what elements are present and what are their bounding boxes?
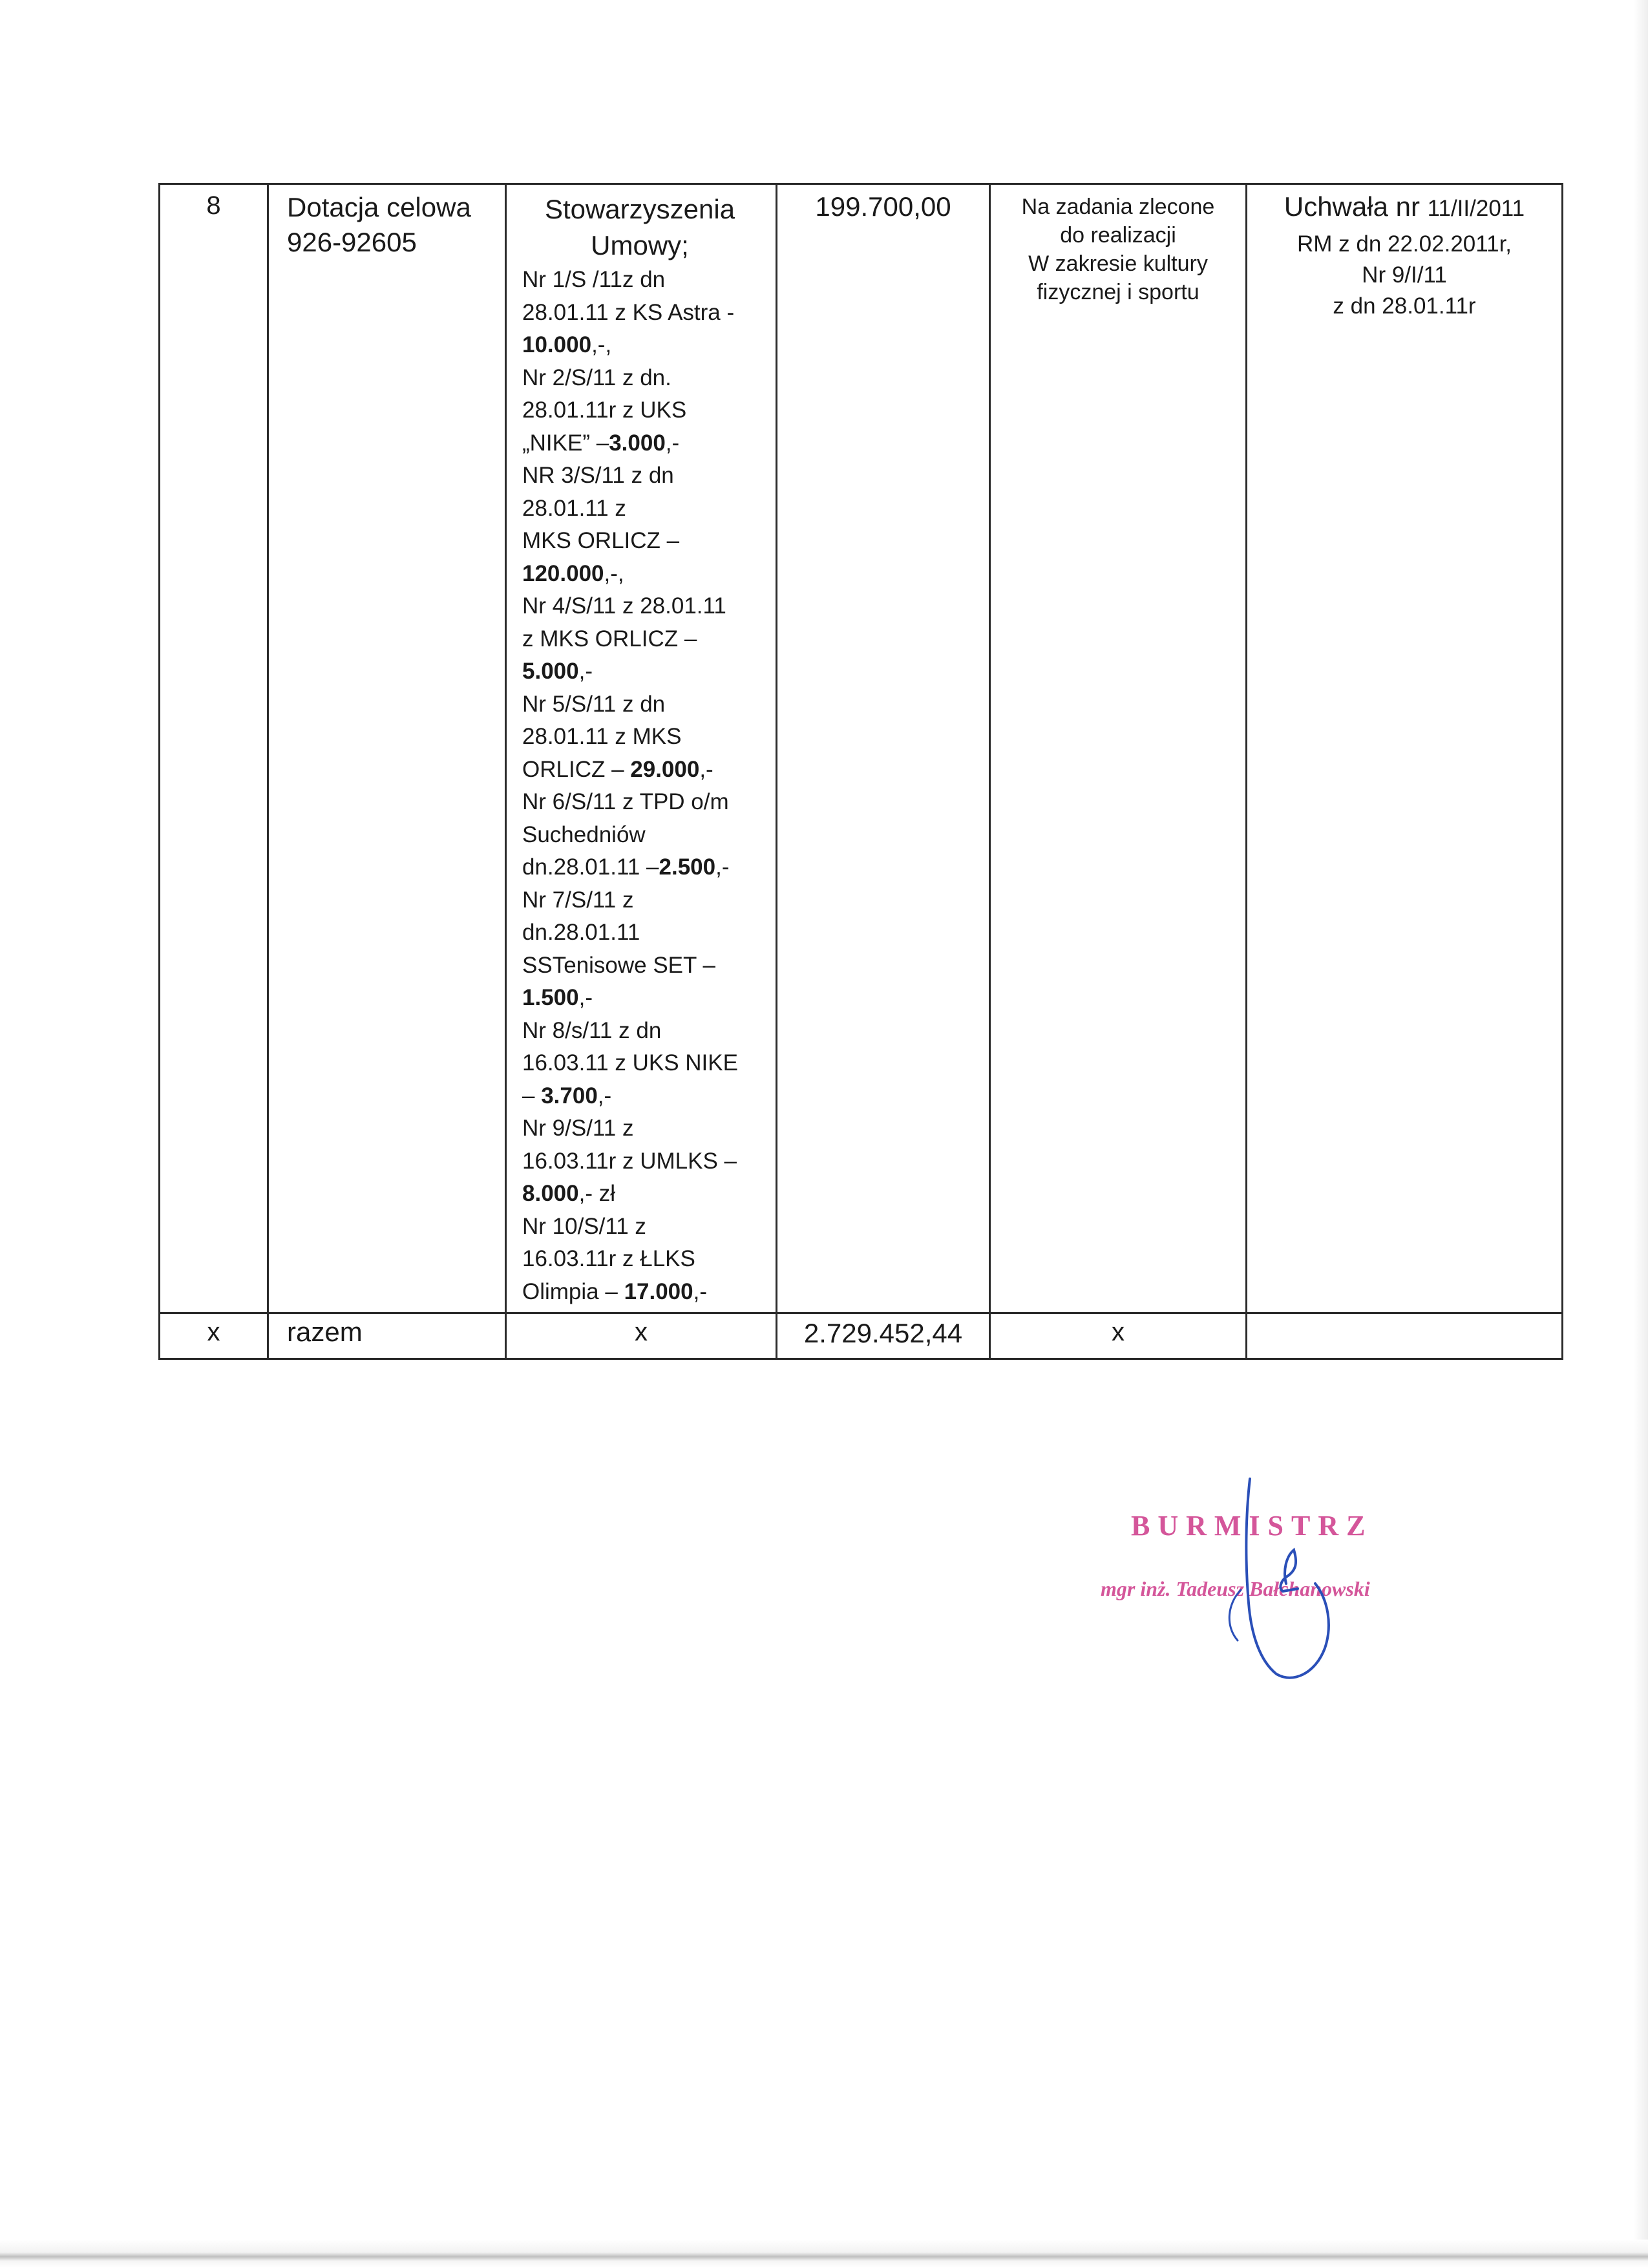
contract-line: ORLICZ – 29.000,- (522, 756, 713, 782)
total-contracts: x (506, 1313, 777, 1359)
contract-line: 8.000,- zł (522, 1181, 615, 1206)
contract-amount: 120.000 (522, 560, 604, 586)
contract-amount: 10.000 (522, 332, 592, 357)
contract-line: „NIKE” –3.000,- (522, 430, 680, 456)
contract-line: – 3.700,- (522, 1083, 612, 1108)
contract-line: 5.000,- (522, 659, 593, 684)
contract-line: 28.01.11r z UKS (522, 397, 687, 423)
page-edge-shadow (1634, 0, 1648, 2268)
grant-amount: 199.700,00 (777, 184, 990, 1313)
handwritten-signature (1092, 1474, 1454, 1706)
contract-amount: 1.500 (522, 985, 579, 1010)
contract-line: Nr 9/S/11 z (522, 1116, 634, 1141)
contract-line: NR 3/S/11 z dn (522, 463, 674, 488)
contract-line: Nr 2/S/11 z dn. (522, 365, 671, 390)
table-row (160, 184, 1563, 1313)
contract-line: 16.03.11 z UKS NIKE (522, 1050, 738, 1076)
contracts-cell (506, 184, 777, 1313)
contract-line: Olimpia – 17.000,- (522, 1278, 708, 1304)
contract-line: Suchedniów (522, 821, 646, 847)
legal-basis-cell (1247, 184, 1563, 1313)
total-lp: x (160, 1313, 268, 1359)
contract-line: MKS ORLICZ – (522, 528, 680, 553)
contract-amount: 3.000 (609, 430, 666, 456)
contract-line: Nr 8/s/11 z dn (522, 1017, 662, 1043)
grant-purpose-cell (990, 184, 1247, 1313)
contract-list (522, 264, 770, 1308)
row-number: 8 (160, 184, 268, 1313)
basis-line: RM z dn 22.02.2011r, (1296, 231, 1512, 257)
contract-line: Nr 5/S/11 z dn (522, 691, 666, 717)
contract-amount: 17.000 (624, 1278, 693, 1304)
mayor-stamp (1092, 1474, 1454, 1706)
contract-line: Nr 10/S/11 z (522, 1213, 646, 1239)
total-basis (1247, 1313, 1563, 1359)
contract-line: dn.28.01.11 (522, 920, 640, 945)
purpose-line: W zakresie kultury (1028, 251, 1208, 276)
contract-line: Nr 4/S/11 z 28.01.11 (522, 593, 726, 619)
contract-line: 10.000,-, (522, 332, 612, 357)
contracts-heading: Stowarzyszenia (544, 194, 735, 224)
grant-classification: 926-92605 (287, 227, 417, 257)
contract-line: dn.28.01.11 –2.500,- (522, 854, 730, 880)
stamp-name: mgr inż. Tadeusz Bałchanowski (1101, 1577, 1370, 1600)
resolution-label: Uchwała nr (1284, 191, 1428, 222)
contract-line: SSTenisowe SET – (522, 952, 715, 978)
total-label: razem (268, 1313, 506, 1359)
contract-amount: 2.500 (659, 854, 716, 880)
contract-line: 16.03.11r z UMLKS – (522, 1148, 737, 1174)
contracts-subheading: Umowy; (591, 230, 689, 260)
total-amount: 2.729.452,44 (777, 1313, 990, 1359)
page-edge-shadow-bottom (0, 2240, 1648, 2268)
basis-line: Nr 9/I/11 (1362, 262, 1447, 288)
resolution-line (1247, 191, 1561, 229)
purpose-line: do realizacji (1060, 223, 1176, 248)
stamp-title: BURMISTRZ (1131, 1510, 1373, 1542)
purpose-line: fizycznej i sportu (1037, 280, 1199, 304)
contract-amount: 8.000 (522, 1181, 579, 1206)
contract-line: 28.01.11 z KS Astra - (522, 299, 735, 325)
contract-line: z MKS ORLICZ – (522, 626, 697, 652)
purpose-line: Na zadania zlecone (1021, 195, 1215, 219)
grant-name: Dotacja celowa (287, 192, 471, 222)
contract-amount: 5.000 (522, 659, 579, 684)
contract-line: 16.03.11r z ŁLKS (522, 1246, 695, 1271)
total-row (160, 1313, 1563, 1359)
contract-line: 120.000,-, (522, 560, 624, 586)
contract-line: 28.01.11 z MKS (522, 724, 682, 749)
grant-name-cell (268, 184, 506, 1313)
grants-table (158, 183, 1563, 1360)
contract-line: Nr 6/S/11 z TPD o/m (522, 789, 729, 814)
contract-line: 1.500,- (522, 985, 593, 1010)
contract-line: Nr 1/S /11z dn (522, 267, 666, 292)
resolution-number: 11/II/2011 (1427, 196, 1525, 221)
contract-line: 28.01.11 z (522, 495, 626, 521)
contract-line: Nr 7/S/11 z (522, 887, 634, 913)
contract-amount: 29.000 (630, 756, 700, 782)
basis-line: z dn 28.01.11r (1333, 293, 1476, 319)
total-purpose: x (990, 1313, 1247, 1359)
contract-amount: 3.700 (541, 1083, 598, 1108)
